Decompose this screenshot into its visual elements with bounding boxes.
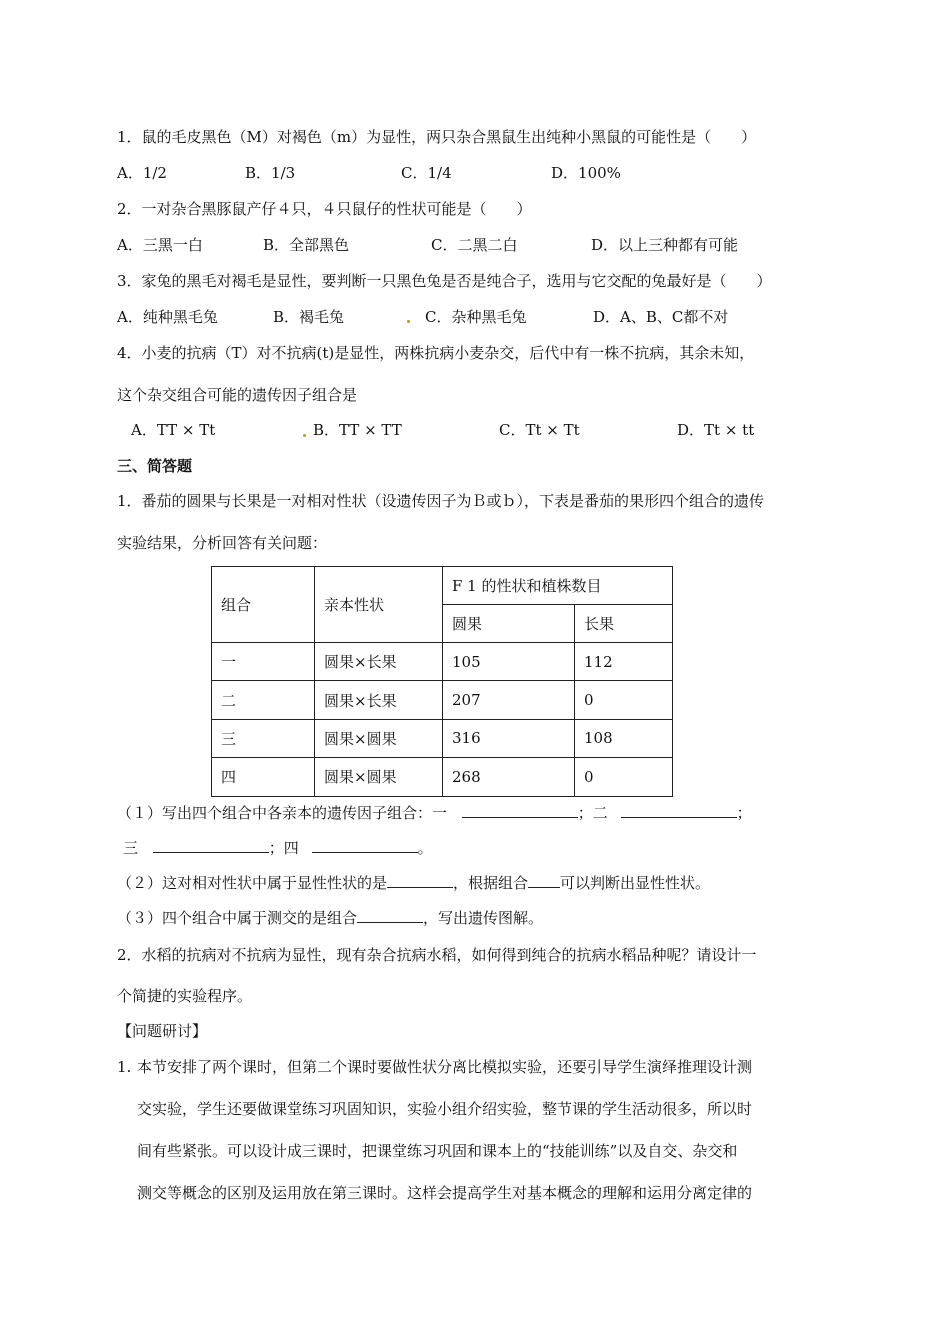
cell-round: 105 [443, 643, 575, 681]
question-4-text: 4．小麦的抗病（T）对不抗病(t)是显性，两株抗病小麦杂交，后代中有一株不抗病，其余未知， [117, 344, 755, 362]
results-table [211, 566, 673, 797]
header-f1: F 1 的性状和植株数目 [443, 567, 673, 605]
cell-long: 108 [575, 719, 673, 757]
sub1-sep-3: ； [736, 804, 752, 822]
cell-group: 四 [212, 757, 315, 796]
answer-blank-6[interactable] [528, 873, 560, 888]
cell-parent: 圆果×圆果 [315, 757, 443, 796]
sub1-sep-4: ；四 [268, 839, 299, 857]
sub1-prompt: （１）写出四个组合中各亲本的遗传因子组合：一 [117, 804, 448, 822]
research-line-4: 测交等概念的区别及运用放在第三课时。这样会提高学生对基本概念的理解和运用分离定律的 [137, 1184, 753, 1202]
q4-option-a: A．TT × Tt [131, 421, 216, 439]
answer-blank-2[interactable] [621, 803, 737, 818]
short-answer-q1-line1: 1．番茄的圆果与长果是一对相对性状（设遗传因子为Ｂ或ｂ），下表是番茄的果形四个组合的遗传 [117, 492, 765, 510]
sub-question-2 [117, 873, 710, 893]
answer-blank-5[interactable] [387, 873, 453, 888]
decorative-dot [303, 434, 306, 437]
q3-option-c: C．杂种黑毛兔 [425, 308, 527, 326]
short-answer-q2-line1: 2．水稻的抗病对不抗病为显性，现有杂合抗病水稻，如何得到纯合的抗病水稻品种呢？请设计一 [117, 946, 757, 964]
cell-long: 112 [575, 643, 673, 681]
answer-blank-1[interactable] [462, 803, 578, 818]
cell-parent: 圆果×长果 [315, 643, 443, 681]
q2-option-c: C．二黑二白 [431, 236, 518, 254]
answer-blank-4[interactable] [312, 838, 418, 853]
q2-option-d: D．以上三种都有可能 [591, 236, 739, 254]
cell-long: 0 [575, 681, 673, 719]
q4-option-c: C．Tt × Tt [499, 421, 580, 439]
cell-group: 二 [212, 681, 315, 719]
section-3-title: 三、简答题 [117, 457, 193, 475]
research-line-2: 交实验，学生还要做课堂练习巩固知识，实验小组介绍实验，整节课的学生活动很多，所以时 [137, 1100, 753, 1118]
q3-option-d: D．A、B、C都不对 [593, 308, 729, 326]
q1-option-c: C．1/4 [401, 164, 452, 182]
cell-round: 316 [443, 719, 575, 757]
short-answer-q1-line2: 实验结果，分析回答有关问题： [117, 534, 328, 552]
research-line-1: 本节安排了两个课时，但第二个课时要做性状分离比模拟实验，还要引导学生演绎推理设计测 [137, 1058, 753, 1076]
sub-question-1-cont [123, 838, 433, 858]
sub-question-1 [117, 803, 752, 823]
table-row [212, 643, 673, 681]
header-group: 组合 [212, 567, 315, 643]
sub3-end: ，写出遗传图解。 [423, 909, 544, 927]
q2-option-b: B．全部黑色 [263, 236, 350, 254]
header-parent-traits: 亲本性状 [315, 567, 443, 643]
cell-parent: 圆果×圆果 [315, 719, 443, 757]
research-title: 【问题研讨】 [117, 1022, 208, 1040]
q1-option-a: A．1/2 [117, 164, 167, 182]
question-2-text: 2．一对杂合黑豚鼠产仔４只，４只鼠仔的性状可能是（ ） [117, 200, 532, 218]
sub2-end: 可以判断出显性性状。 [560, 874, 711, 892]
answer-blank-7[interactable] [357, 908, 423, 923]
cell-parent: 圆果×长果 [315, 681, 443, 719]
sub1-end: 。 [417, 839, 433, 857]
sub2-mid: ，根据组合 [453, 874, 529, 892]
q3-option-a: A．纯种黑毛兔 [117, 308, 218, 326]
table-header-row [212, 567, 673, 605]
sub-question-3 [117, 908, 543, 928]
q1-option-b: B．1/3 [245, 164, 296, 182]
header-long-fruit: 长果 [575, 605, 673, 643]
q2-option-a: A．三黑一白 [117, 236, 203, 254]
q4-option-b: B．TT × TT [313, 421, 402, 439]
table-row [212, 757, 673, 796]
q4-option-d: D．Tt × tt [677, 421, 755, 439]
question-1-text: 1．鼠的毛皮黑色（M）对褐色（m）为显性，两只杂合黑鼠生出纯种小黑鼠的可能性是（ ） [117, 128, 757, 146]
research-line-3: 间有些紧张。可以设计成三课时，把课堂练习巩固和课本上的“技能训练”以及自交、杂交和 [137, 1142, 738, 1160]
cell-long: 0 [575, 757, 673, 796]
research-item-number: 1. [117, 1058, 132, 1076]
cell-group: 一 [212, 643, 315, 681]
cell-group: 三 [212, 719, 315, 757]
sub1-sep-2: ；二 [577, 804, 608, 822]
sub1-label-3: 三 [123, 839, 139, 857]
sub3-prompt: （３）四个组合中属于测交的是组合 [117, 909, 358, 927]
q3-option-b: B．褐毛兔 [273, 308, 345, 326]
short-answer-q2-line2: 个简捷的实验程序。 [117, 987, 253, 1005]
table-row [212, 719, 673, 757]
question-3-text: 3．家兔的黑毛对褐毛是显性，要判断一只黑色兔是否是纯合子，选用与它交配的兔最好是（ ） [117, 272, 772, 290]
q1-option-d: D．100% [551, 164, 621, 182]
sub2-prompt: （２）这对相对性状中属于显性性状的是 [117, 874, 388, 892]
decorative-dot [407, 320, 410, 323]
table-row [212, 681, 673, 719]
question-4-text-cont: 这个杂交组合可能的遗传因子组合是 [117, 386, 358, 404]
header-round-fruit: 圆果 [443, 605, 575, 643]
answer-blank-3[interactable] [153, 838, 269, 853]
cell-round: 268 [443, 757, 575, 796]
cell-round: 207 [443, 681, 575, 719]
